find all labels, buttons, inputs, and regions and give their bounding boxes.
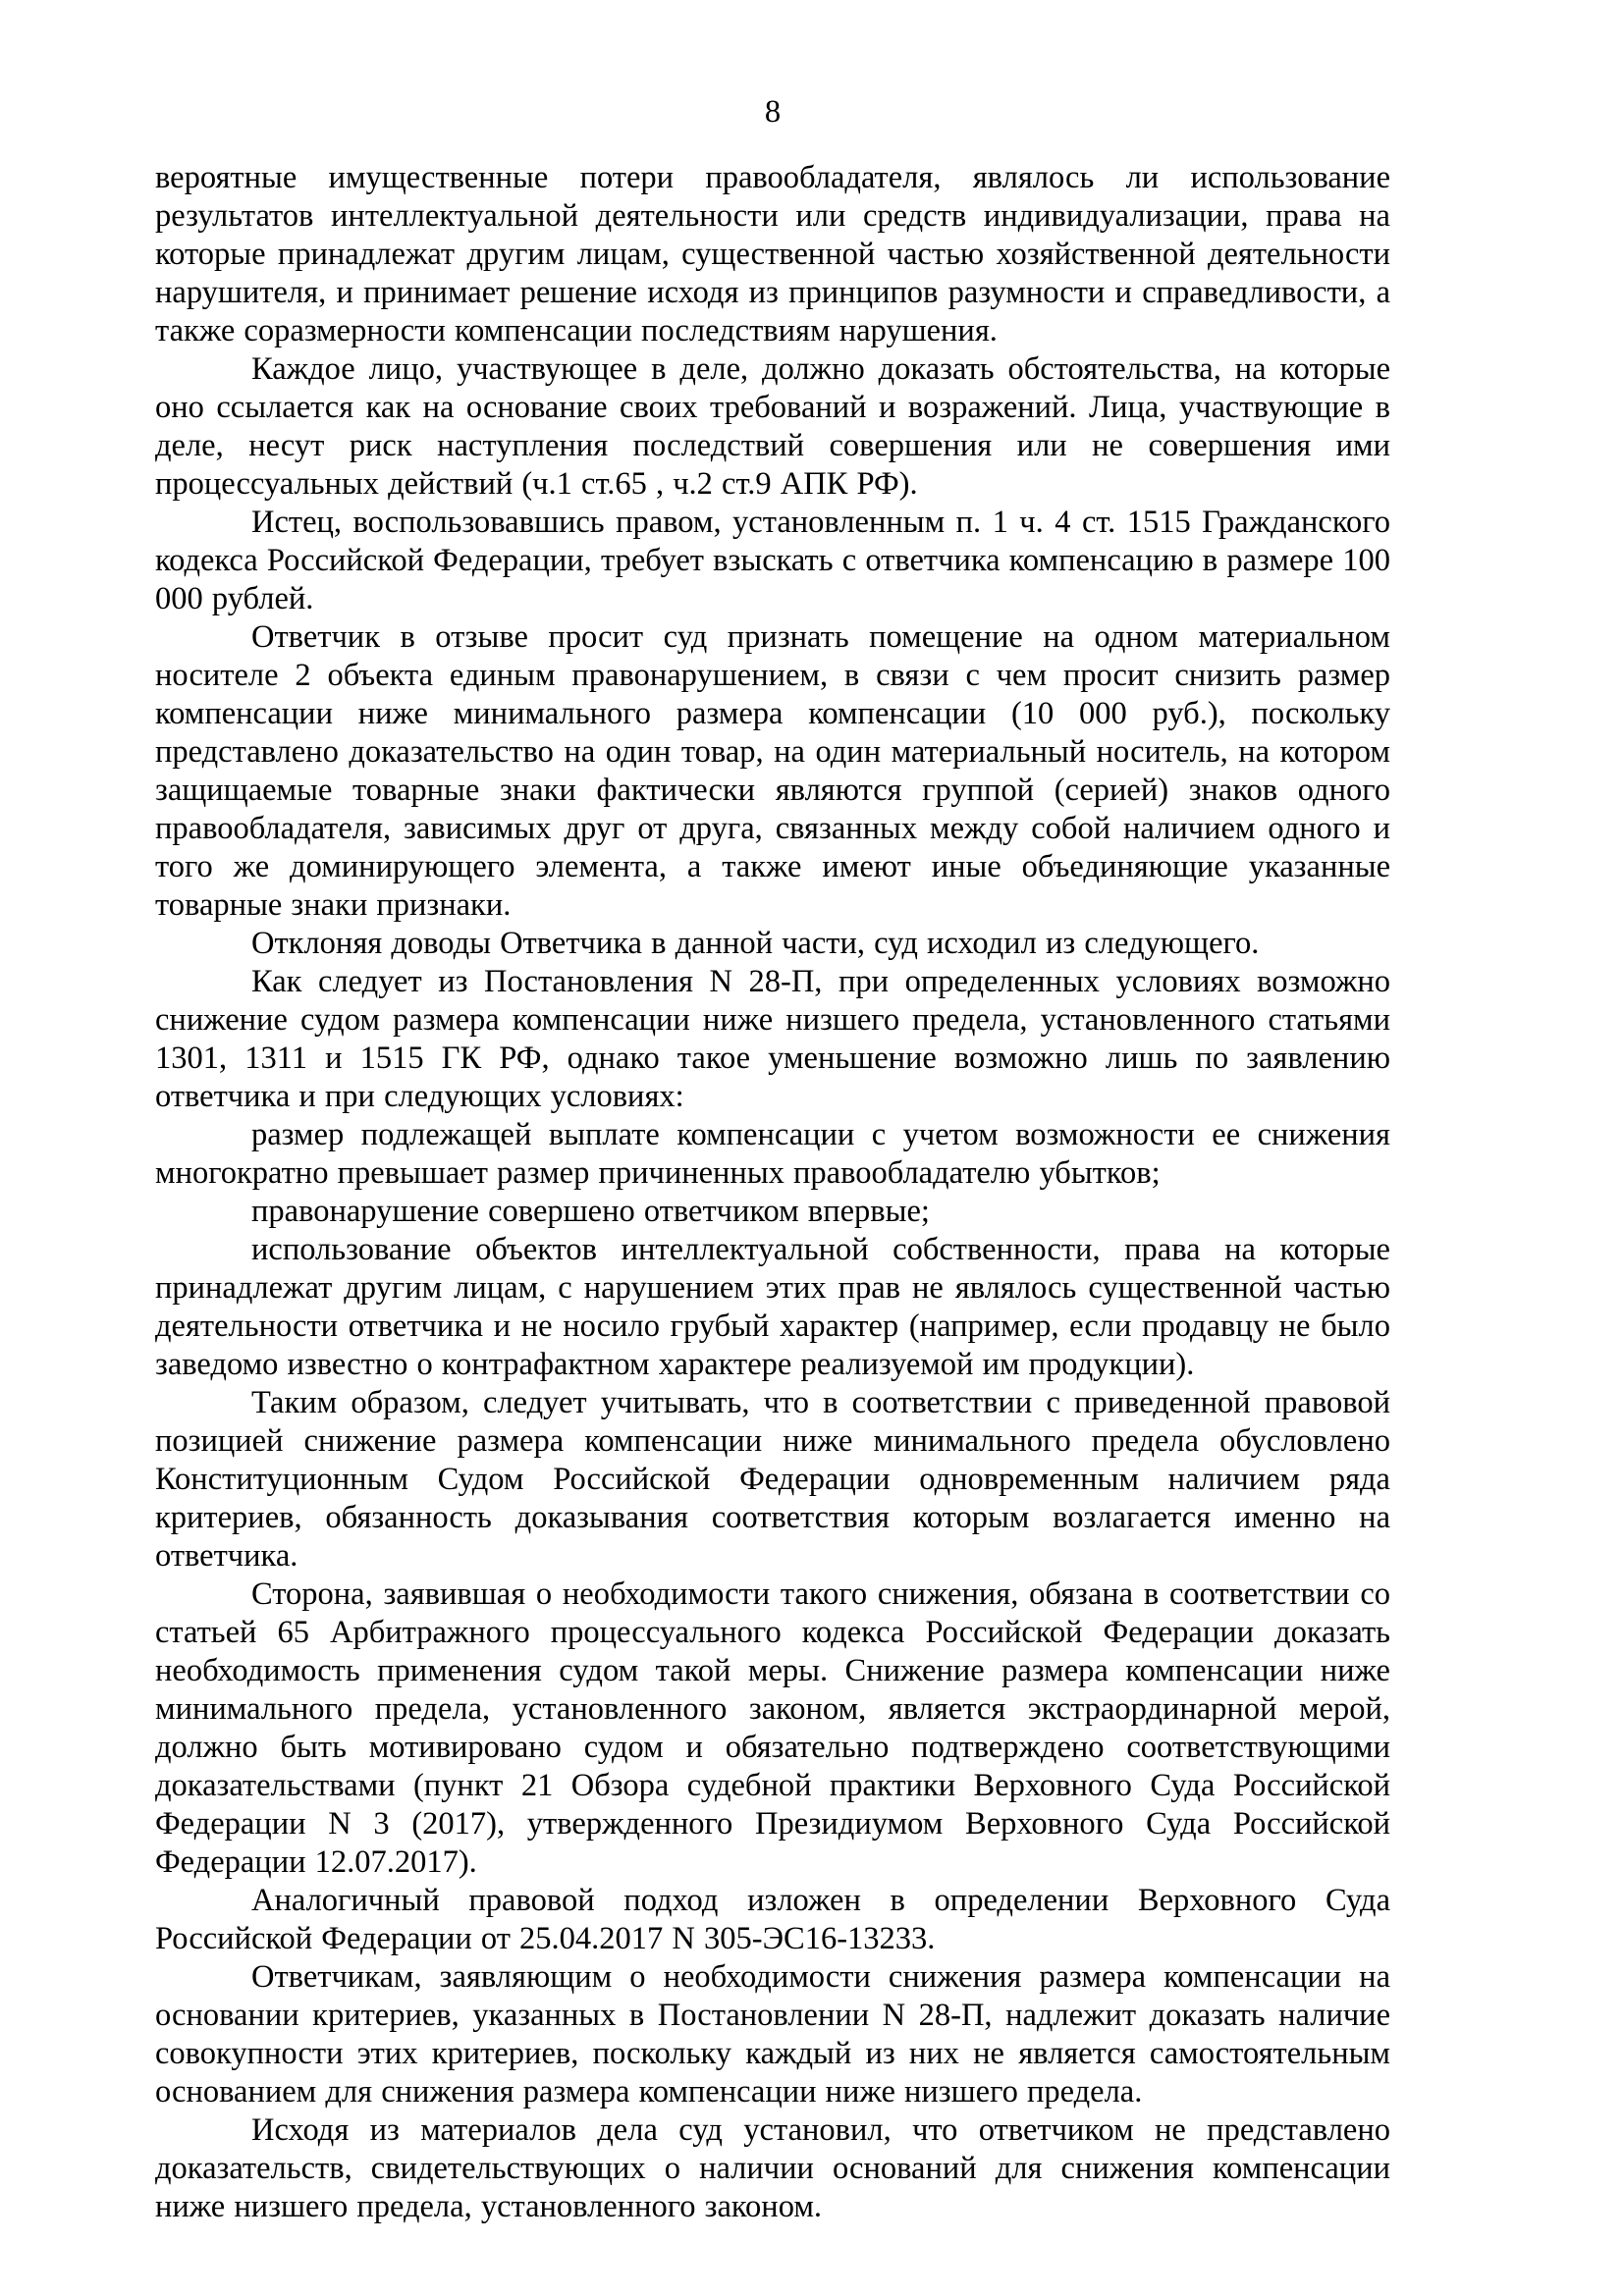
paragraph: Ответчикам, заявляющим о необходимости снижения размера компенсации на основании критериев, указанных в Постановлении N 28-П, надлежит доказать наличие совокупности этих критериев, поскольку каждый из них не является самостоятельным основанием для снижения размера компенсации ниже низшего предела.: [155, 1959, 1390, 2109]
paragraph: Как следует из Постановления N 28-П, при определенных условиях возможно снижение судом размера компенсации ниже низшего предела, установленного статьями 1301, 1311 и 1515 ГК РФ, однако такое уменьшение возможно лишь по заявлению ответчика и при следующих условиях:: [155, 964, 1390, 1114]
paragraph: Каждое лицо, участвующее в деле, должно доказать обстоятельства, на которые оно ссылается как на основание своих требований и возражений. Лица, участвующие в деле, несут риск наступления последствий совершения или не совершения ими процессуальных действий (ч.1 ст.65 , ч.2 ст.9 АПК РФ).: [155, 351, 1390, 502]
paragraph: Исходя из материалов дела суд установил, что ответчиком не представлено доказательств, свидетельствующих о наличии оснований для снижения компенсации ниже низшего предела, установленного законом.: [155, 2112, 1390, 2224]
paragraph: Аналогичный правовой подход изложен в определении Верховного Суда Российской Федерации от 25.04.2017 N 305-ЭС16-13233.: [155, 1883, 1390, 1956]
document-body: [155, 159, 1390, 2226]
paragraph: Отклоняя доводы Ответчика в данной части, суд исходил из следующего.: [251, 926, 1260, 961]
paragraph: правонарушение совершено ответчиком впервые;: [251, 1194, 930, 1229]
paragraph: размер подлежащей выплате компенсации с учетом возможности ее снижения многократно превышает размер причиненных правообладателю убытков;: [155, 1117, 1390, 1191]
paragraph: вероятные имущественные потери правообладателя, являлось ли использование результатов интеллектуальной деятельности или средств индивидуализации, права на которые принадлежат другим лицам, существенной частью хозяйственной деятельности нарушителя, и принимает решение исходя из принципов разумности и справедливости, а также соразмерности компенсации последствиям нарушения.: [155, 160, 1390, 348]
paragraph: Сторона, заявившая о необходимости такого снижения, обязана в соответствии со статьей 65 Арбитражного процессуального кодекса Российской Федерации доказать необходимость применения судом такой меры. Снижение размера компенсации ниже минимального предела, установленного законом, является экстраординарной мерой, должно быть мотивировано судом и обязательно подтверждено соответствующими доказательствами (пункт 21 Обзора судебной практики Верховного Суда Российской Федерации N 3 (2017), утвержденного Президиумом Верховного Суда Российской Федерации 12.07.2017).: [155, 1576, 1390, 1880]
page-number: 8: [764, 94, 782, 130]
paragraph: использование объектов интеллектуальной собственности, права на которые принадлежат другим лицам, с нарушением этих прав не являлось существенной частью деятельности ответчика и не носило грубый характер (например, если продавцу не было заведомо известно о контрафактном характере реализуемой им продукции).: [155, 1232, 1390, 1382]
paragraph: Ответчик в отзыве просит суд признать помещение на одном материальном носителе 2 объекта единым правонарушением, в связи с чем просит снизить размер компенсации ниже минимального размера компенсации (10 000 руб.), поскольку представлено доказательство на один товар, на один материальный носитель, на котором защищаемые товарные знаки фактически являются группой (серией) знаков одного правообладателя, зависимых друг от друга, связанных между собой наличием одного и того же доминирующего элемента, а также имеют иные объединяющие указанные товарные знаки признаки.: [155, 619, 1390, 923]
paragraph: Таким образом, следует учитывать, что в соответствии с приведенной правовой позицией снижение размера компенсации ниже минимального предела обусловлено Конституционным Судом Российской Федерации одновременным наличием ряда критериев, обязанность доказывания соответствия которым возлагается именно на ответчика.: [155, 1385, 1390, 1574]
paragraph: Истец, воспользовавшись правом, установленным п. 1 ч. 4 ст. 1515 Гражданского кодекса Российской Федерации, требует взыскать с ответчика компенсацию в размере 100 000 рублей.: [155, 505, 1390, 616]
